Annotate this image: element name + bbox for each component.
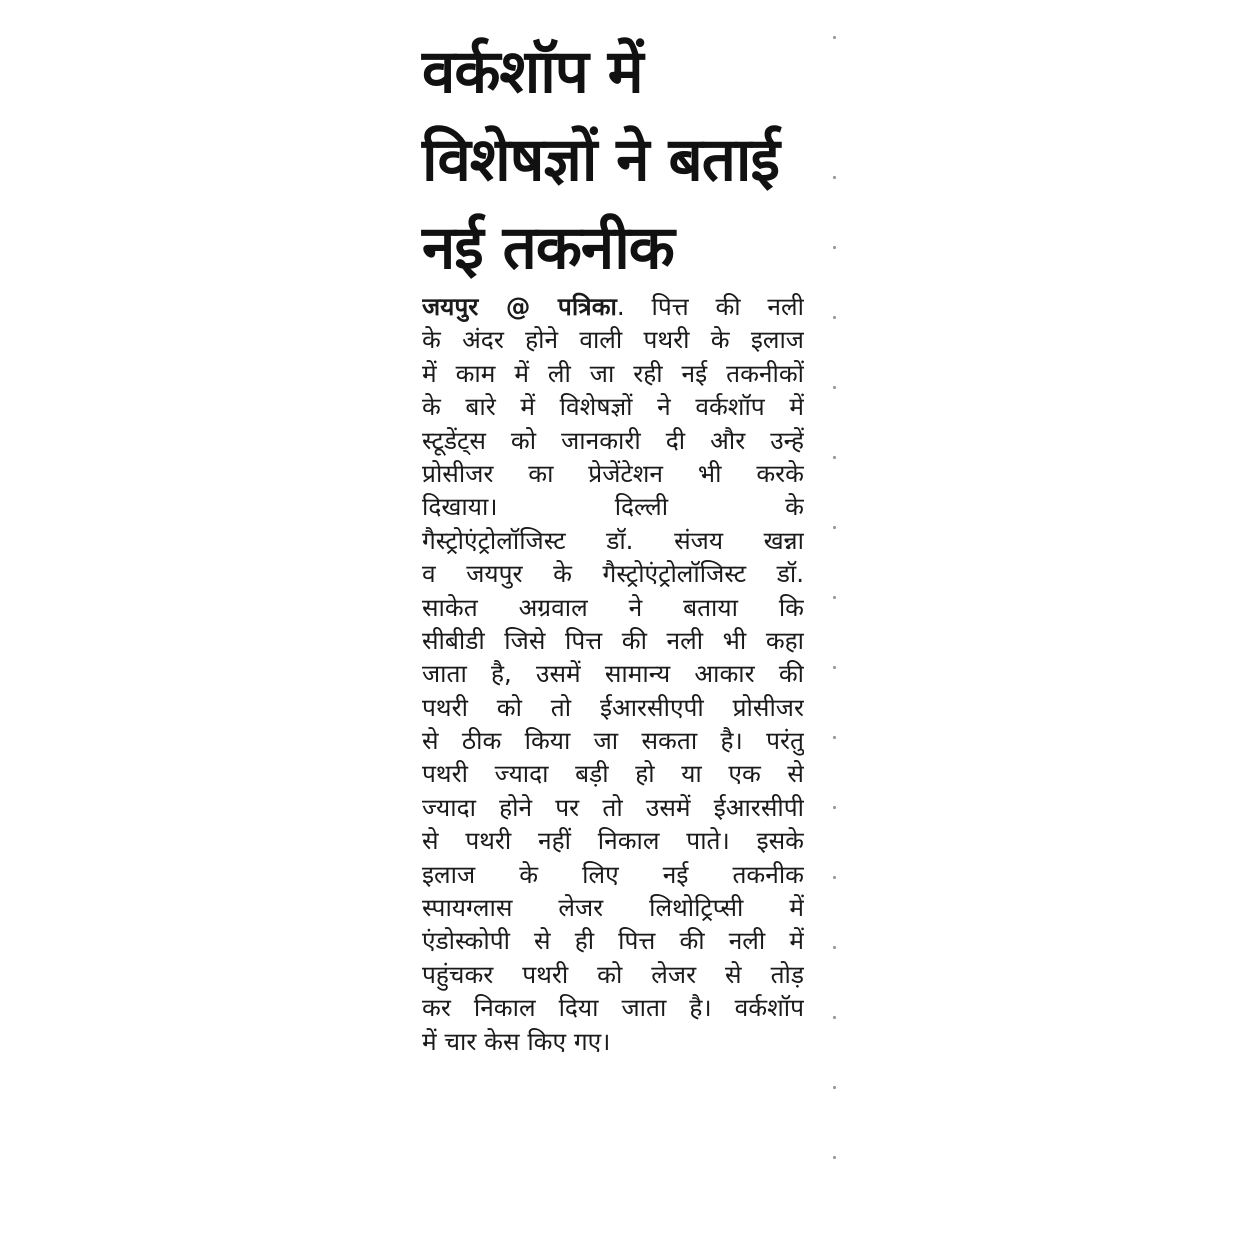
body-line: गैस्ट्रोएंट्रोलॉजिस्ट डॉ. संजय खन्ना — [422, 525, 804, 555]
body-line: से पथरी नहीं निकाल पाते। इसके — [422, 826, 804, 856]
tick-mark — [833, 596, 836, 599]
body-line: स्टूडेंट्स को जानकारी दी और उन्हें — [422, 425, 804, 455]
tick-mark — [833, 176, 836, 179]
body-line: सीबीडी जिसे पित्त की नली भी कहा — [422, 625, 804, 655]
body-line: में चार केस किए गए। — [422, 1026, 611, 1056]
body-line: पथरी ज्यादा बड़ी हो या एक से — [422, 759, 804, 789]
tick-mark — [833, 526, 836, 529]
body-line: साकेत अग्रवाल ने बताया कि — [422, 592, 804, 622]
column-tick-rule — [833, 30, 839, 1220]
article-column — [422, 28, 804, 1056]
body-line: में काम में ली जा रही नई तकनीकों — [422, 358, 804, 388]
body-line: दिखाया। दिल्ली के — [422, 492, 804, 522]
tick-mark — [833, 1016, 836, 1019]
body-line: पहुंचकर पथरी को लेजर से तोड़ — [422, 959, 804, 989]
body-line: के अंदर होने वाली पथरी के इलाज — [422, 325, 804, 355]
body-line: के बारे में विशेषज्ञों ने वर्कशॉप में — [422, 392, 804, 422]
tick-mark — [833, 806, 836, 809]
body-line: इलाज के लिए नई तकनीक — [422, 859, 804, 889]
tick-mark — [833, 36, 836, 39]
body-line-text: . पित्त की नली — [616, 292, 804, 321]
tick-mark — [833, 666, 836, 669]
dateline: जयपुर @ पत्रिका — [422, 292, 617, 321]
tick-mark — [833, 316, 836, 319]
body-line: स्पायग्लास लेजर लिथोट्रिप्सी में — [422, 893, 804, 923]
article-body — [422, 290, 804, 1058]
tick-mark — [833, 246, 836, 249]
tick-mark — [833, 386, 836, 389]
headline-line: वर्कशॉप में — [422, 37, 643, 107]
body-line — [422, 290, 804, 323]
body-line: व जयपुर के गैस्ट्रोएंट्रोलॉजिस्ट डॉ. — [422, 559, 804, 589]
body-line: पथरी को तो ईआरसीएपी प्रोसीजर — [422, 692, 804, 722]
tick-mark — [833, 946, 836, 949]
tick-mark — [833, 736, 836, 739]
body-line: ज्यादा होने पर तो उसमें ईआरसीपी — [422, 792, 804, 822]
tick-mark — [833, 1156, 836, 1159]
body-line: कर निकाल दिया जाता है। वर्कशॉप — [422, 993, 804, 1023]
tick-mark — [833, 876, 836, 879]
tick-mark — [833, 1086, 836, 1089]
headline-line: नई तकनीक — [422, 213, 674, 283]
headline — [422, 28, 804, 292]
tick-mark — [833, 456, 836, 459]
body-line: एंडोस्कोपी से ही पित्त की नली में — [422, 926, 804, 956]
headline-line: विशेषज्ञों ने बताई — [422, 125, 779, 195]
body-line: जाता है, उसमें सामान्य आकार की — [422, 659, 804, 689]
body-line: प्रोसीजर का प्रेजेंटेशन भी करके — [422, 458, 804, 488]
body-line: से ठीक किया जा सकता है। परंतु — [422, 726, 804, 756]
